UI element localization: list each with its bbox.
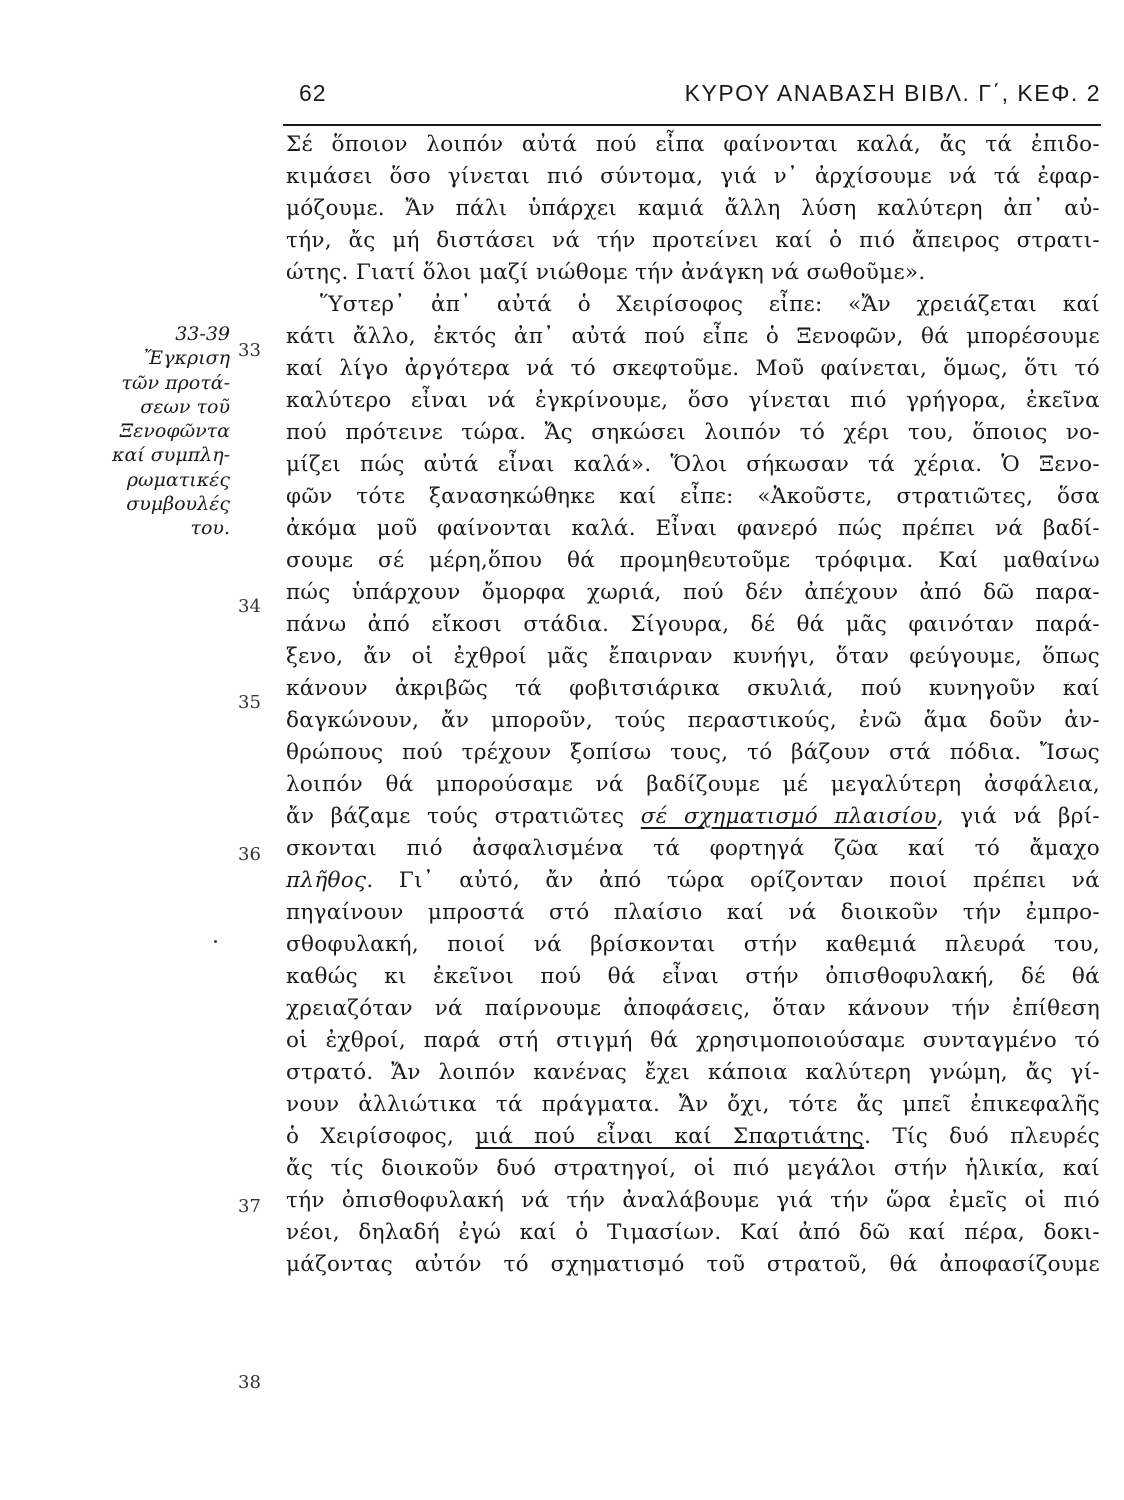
text-line: λοιπόν θά μπορούσαμε νά βαδίζουμε μέ μεγαλύτερη ἀσφάλεια, <box>286 772 1100 797</box>
text-line: καλύτερο εἶναι νά ἐγκρίνουμε, ὅσο γίνεται πιό γρήγορα, ἐκεῖνα <box>286 388 1100 413</box>
text-fragment: , γιά νά βρί- <box>936 804 1100 829</box>
text-line: τήν, ἄς μή διστάσει νά τήν προτείνει καί ὁ πιό ἄπειρος στρατι- <box>286 228 1100 253</box>
body-text <box>286 129 1100 1281</box>
text-line: μόζουμε. Ἄν πάλι ὑπάρχει καμιά ἄλλη λύση καλύτερη ἀπ᾽ αὐ- <box>286 196 1100 221</box>
text-line: ξενο, ἄν οἱ ἐχθροί μᾶς ἔπαιρναν κυνήγι, ὅταν φεύγουμε, ὅπως <box>286 644 1100 669</box>
text-line: ἄς τίς διοικοῦν δυό στρατηγοί, οἱ πιό μεγάλοι στήν ἡλικία, καί <box>286 1156 1100 1181</box>
text-line: κιμάσει ὅσο γίνεται πιό σύντομα, γιά ν᾽ ἀρχίσουμε νά τά ἐφαρ- <box>286 164 1100 189</box>
text-line: δαγκώνουν, ἄν μποροῦν, τούς περαστικούς, ἐνῶ ἅμα δοῦν ἀν- <box>286 708 1100 733</box>
text-line: κάτι ἄλλο, ἐκτός ἀπ᾽ αὐτά πού εἶπε ὁ Ξενοφῶν, θά μπορέσουμε <box>286 324 1100 349</box>
text-line: θρώπους πού τρέχουν ξοπίσω τους, τό βάζουν στά πόδια. Ἴσως <box>286 740 1100 765</box>
margin-note-line: Ἔγκριση <box>144 347 230 370</box>
verse-number: 34 <box>238 596 261 617</box>
text-fragment: ὁ Χειρίσοφος, <box>286 1124 455 1149</box>
text-line: πηγαίνουν μπροστά στό πλαίσιο καί νά διοικοῦν τήν ἐμπρο- <box>286 900 1100 925</box>
text-line: Ὕστερ᾽ ἀπ᾽ αὐτά ὁ Χειρίσοφος εἶπε: «Ἄν χρειάζεται καί <box>320 292 1100 317</box>
running-title: ΚΥΡΟΥ ΑΝΑΒΑΣΗ ΒΙΒΛ. Γ΄, ΚΕΦ. 2 <box>684 80 1101 106</box>
margin-note-range: 33-39 <box>175 323 230 345</box>
text-line <box>286 1121 1100 1153</box>
text-fragment: . Τίς δυό πλευρές <box>864 1124 1101 1149</box>
text-line: κάνουν ἀκριβῶς τά φοβιτσιάρικα σκυλιά, πού κυνηγοῦν καί <box>286 676 1100 701</box>
margin-note-line: ρωματικές <box>126 468 230 491</box>
text-line: νέοι, δηλαδή ἐγώ καί ὁ Τιμασίων. Καί ἀπό δῶ καί πέρα, δοκι- <box>286 1220 1100 1245</box>
verse-number: 37 <box>238 1196 261 1217</box>
text-line: Σέ ὅποιον λοιπόν αὐτά πού εἶπα φαίνονται καλά, ἄς τά ἐπιδο- <box>286 132 1100 157</box>
text-line: σκονται πιό ἀσφαλισμένα τά φορτηγά ζῶα καί τό ἄμαχο <box>286 836 1100 861</box>
text-line: πάνω ἀπό εἴκοσι στάδια. Σίγουρα, δέ θά μᾶς φαινόταν παρά- <box>286 612 1100 637</box>
text-line <box>286 801 1100 833</box>
scan-speck <box>214 940 217 943</box>
verse-number: 35 <box>238 692 261 713</box>
text-line: ώτης. Γιατί ὅλοι μαζί νιώθομε τήν ἀνάγκη νά σωθοῦμε». <box>286 260 926 285</box>
text-line: καθώς κι ἐκεῖνοι πού θά εἶναι στήν ὀπισθοφυλακή, δέ θά <box>286 964 1100 989</box>
text-line: μάζοντας αὐτόν τό σχηματισμό τοῦ στρατοῦ, θά ἀποφασίζουμε <box>286 1252 1100 1277</box>
text-line: τήν ὀπισθοφυλακή νά τήν ἀναλάβουμε γιά τήν ὥρα ἐμεῖς οἱ πιό <box>286 1188 1100 1213</box>
text-fragment: ἄν βάζαμε τούς στρατιῶτες <box>286 804 625 829</box>
text-line: νουν ἀλλιώτικα τά πράγματα. Ἄν ὄχι, τότε ἄς μπεῖ ἐπικεφαλῆς <box>286 1092 1100 1117</box>
text-line <box>286 865 1100 897</box>
italic-phrase: πλῆθος <box>286 868 367 893</box>
text-line: πώς ὑπάρχουν ὄμορφα χωριά, πού δέν ἀπέχουν ἀπό δῶ παρα- <box>286 580 1100 605</box>
margin-note-line: του. <box>190 517 230 540</box>
text-fragment: . Γι᾽ αὐτό, ἄν ἀπό τώρα ορίζονταν ποιοί πρέπει νά <box>366 868 1100 893</box>
page-header <box>283 76 1101 116</box>
underlined-phrase: σέ σχηματισμό πλαισίου <box>640 804 937 829</box>
text-line: καί λίγο ἀργότερα νά τό σκεφτοῦμε. Μοῦ φαίνεται, ὅμως, ὅτι τό <box>286 356 1100 381</box>
text-line: σουμε σέ μέρη,ὅπου θά προμηθευτοῦμε τρόφιμα. Καί μαθαίνω <box>286 548 1100 573</box>
margin-note <box>60 322 230 541</box>
text-line: χρειαζόταν νά παίρνουμε ἀποφάσεις, ὅταν κάνουν τήν ἐπίθεση <box>286 996 1100 1021</box>
page-number: 62 <box>299 80 327 106</box>
margin-note-line: συμβουλές <box>126 493 230 516</box>
text-line: στρατό. Ἄν λοιπόν κανένας ἔχει κάποια καλύτερη γνώμη, ἄς γί- <box>286 1060 1100 1085</box>
text-line: σθοφυλακή, ποιοί νά βρίσκονται στήν καθεμιά πλευρά του, <box>286 932 1100 957</box>
verse-number: 38 <box>238 1372 261 1393</box>
margin-note-line: σεων τοῦ <box>140 395 230 418</box>
text-line: ἀκόμα μοῦ φαίνονται καλά. Εἶναι φανερό πώς πρέπει νά βαδί- <box>286 516 1100 541</box>
text-line: μίζει πώς αὐτά εἶναι καλά». Ὅλοι σήκωσαν τά χέρια. Ὁ Ξενο- <box>286 452 1100 477</box>
text-line: οἱ ἐχθροί, παρά στή στιγμή θά χρησιμοποιούσαμε συνταγμένο τό <box>286 1028 1100 1053</box>
text-line: πού πρότεινε τώρα. Ἄς σηκώσει λοιπόν τό χέρι του, ὅποιος νο- <box>286 420 1100 445</box>
margin-note-line: τῶν προτά- <box>121 371 230 394</box>
margin-note-line: καί συμπλη- <box>112 444 230 467</box>
text-line: φῶν τότε ξανασηκώθηκε καί εἶπε: «Ἀκοῦστε, στρατιῶτες, ὅσα <box>286 484 1100 509</box>
margin-note-line: Ξενοφῶντα <box>119 420 230 443</box>
underlined-phrase: μιά πού εἶναι καί Σπαρτιάτης <box>475 1124 865 1149</box>
verse-number: 33 <box>238 340 261 361</box>
verse-number: 36 <box>238 844 261 865</box>
header-rule <box>283 124 1101 126</box>
